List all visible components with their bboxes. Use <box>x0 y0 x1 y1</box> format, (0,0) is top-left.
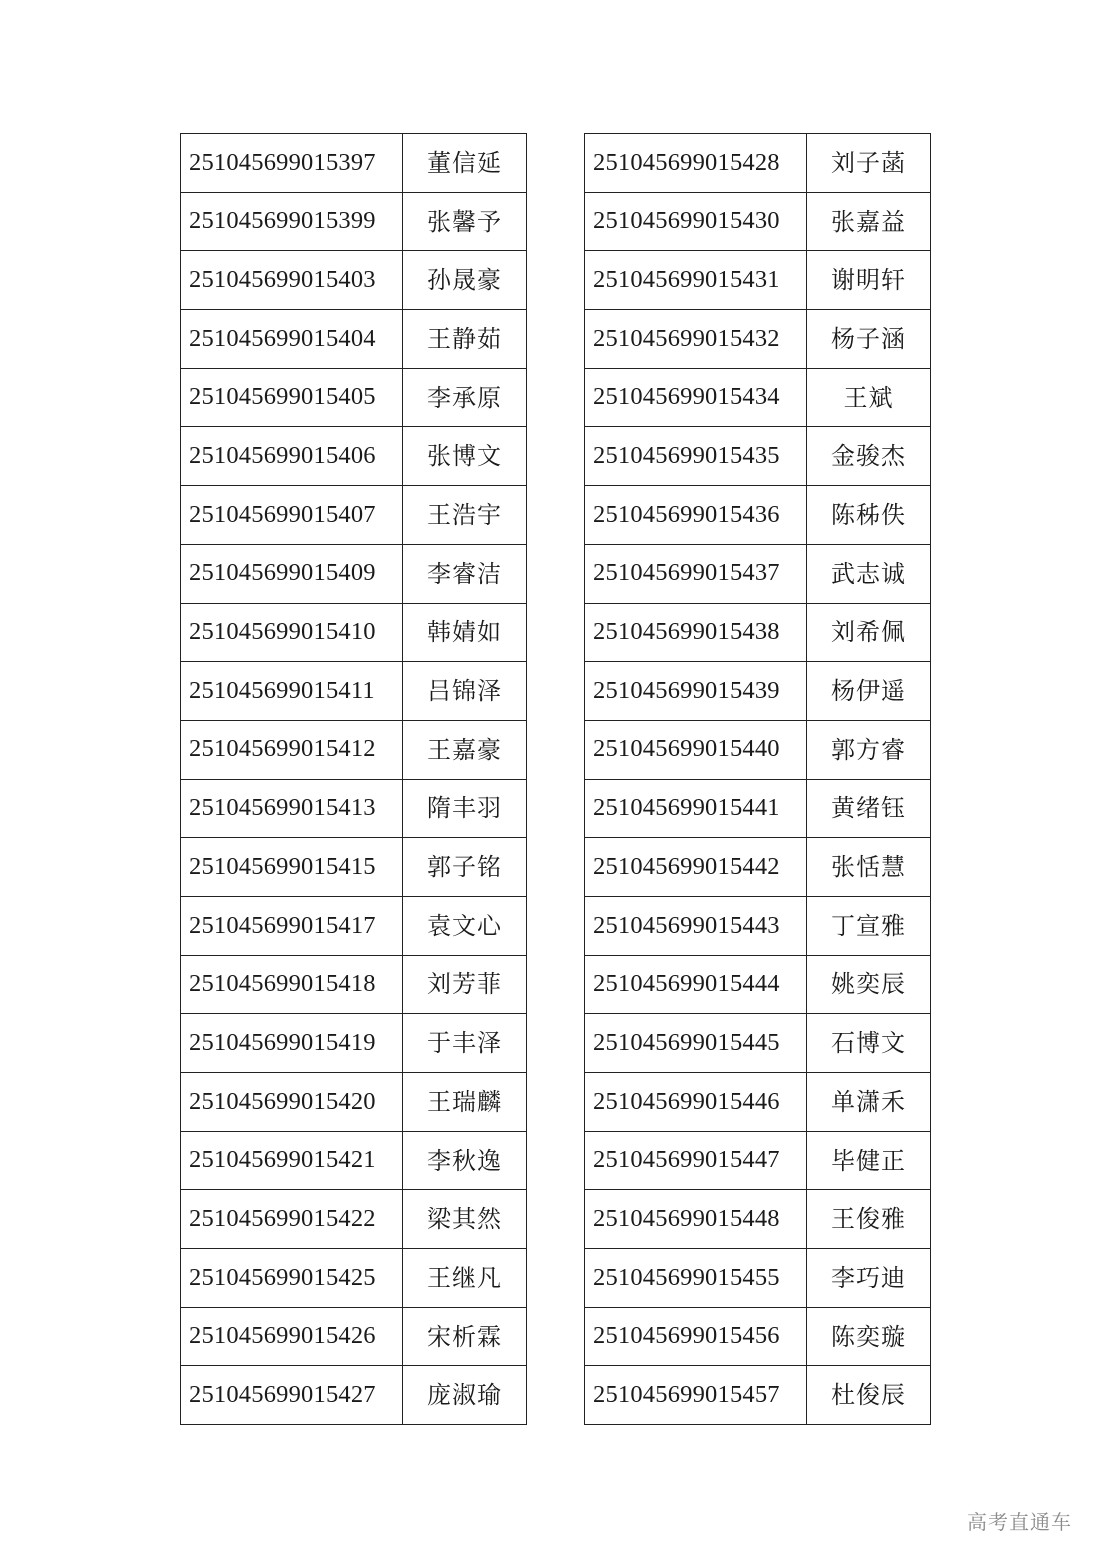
candidate-id-cell: 251045699015426 <box>181 1307 403 1366</box>
candidate-name-cell: 庞淑瑜 <box>403 1366 527 1425</box>
candidate-id-cell: 251045699015403 <box>181 251 403 310</box>
table-row <box>585 1366 931 1425</box>
candidate-name-cell: 李承原 <box>403 368 527 427</box>
candidate-name-cell: 董信延 <box>403 134 527 193</box>
candidate-id-cell: 251045699015455 <box>585 1249 807 1308</box>
candidate-name-cell: 杨子涵 <box>807 310 931 369</box>
candidate-id-cell: 251045699015411 <box>181 662 403 721</box>
table-row <box>585 955 931 1014</box>
candidate-name-cell: 张嘉益 <box>807 192 931 251</box>
candidate-id-cell: 251045699015436 <box>585 486 807 545</box>
candidate-id-cell: 251045699015413 <box>181 779 403 838</box>
candidate-name-cell: 隋丰羽 <box>403 779 527 838</box>
candidate-id-cell: 251045699015444 <box>585 955 807 1014</box>
table-row <box>585 1307 931 1366</box>
table-row <box>585 427 931 486</box>
table-row <box>585 544 931 603</box>
roster-table-right-body <box>585 134 931 1425</box>
table-row <box>181 310 527 369</box>
table-row <box>181 1131 527 1190</box>
candidate-name-cell: 王瑞麟 <box>403 1073 527 1132</box>
candidate-name-cell: 黄绪钰 <box>807 779 931 838</box>
candidate-id-cell: 251045699015407 <box>181 486 403 545</box>
candidate-name-cell: 郭方睿 <box>807 720 931 779</box>
table-row <box>181 1014 527 1073</box>
candidate-id-cell: 251045699015397 <box>181 134 403 193</box>
table-row <box>585 1131 931 1190</box>
table-row <box>181 427 527 486</box>
roster-table-left-body <box>181 134 527 1425</box>
candidate-id-cell: 251045699015418 <box>181 955 403 1014</box>
candidate-name-cell: 石博文 <box>807 1014 931 1073</box>
candidate-name-cell: 王浩宇 <box>403 486 527 545</box>
candidate-id-cell: 251045699015446 <box>585 1073 807 1132</box>
candidate-name-cell: 刘希佩 <box>807 603 931 662</box>
candidate-id-cell: 251045699015405 <box>181 368 403 427</box>
table-row <box>181 544 527 603</box>
candidate-id-cell: 251045699015457 <box>585 1366 807 1425</box>
candidate-name-cell: 袁文心 <box>403 896 527 955</box>
candidate-id-cell: 251045699015440 <box>585 720 807 779</box>
candidate-id-cell: 251045699015442 <box>585 838 807 897</box>
table-row <box>181 1190 527 1249</box>
candidate-id-cell: 251045699015448 <box>585 1190 807 1249</box>
candidate-name-cell: 刘子菡 <box>807 134 931 193</box>
candidate-name-cell: 王斌 <box>807 368 931 427</box>
candidate-id-cell: 251045699015441 <box>585 779 807 838</box>
table-row <box>181 662 527 721</box>
candidate-name-cell: 金骏杰 <box>807 427 931 486</box>
table-row <box>585 720 931 779</box>
candidate-name-cell: 杨伊遥 <box>807 662 931 721</box>
candidate-name-cell: 丁宣雅 <box>807 896 931 955</box>
candidate-id-cell: 251045699015404 <box>181 310 403 369</box>
candidate-id-cell: 251045699015456 <box>585 1307 807 1366</box>
table-row <box>585 896 931 955</box>
roster-table-right <box>584 133 931 1425</box>
candidate-id-cell: 251045699015427 <box>181 1366 403 1425</box>
table-row <box>585 192 931 251</box>
table-row <box>181 896 527 955</box>
candidate-name-cell: 张博文 <box>403 427 527 486</box>
watermark-text: 高考直通车 <box>967 1510 1072 1534</box>
candidate-id-cell: 251045699015430 <box>585 192 807 251</box>
candidate-id-cell: 251045699015419 <box>181 1014 403 1073</box>
candidate-name-cell: 李睿洁 <box>403 544 527 603</box>
candidate-name-cell: 宋析霖 <box>403 1307 527 1366</box>
candidate-id-cell: 251045699015428 <box>585 134 807 193</box>
table-row <box>585 1190 931 1249</box>
table-row <box>585 603 931 662</box>
table-row <box>585 251 931 310</box>
table-row <box>585 368 931 427</box>
table-row <box>585 1014 931 1073</box>
candidate-name-cell: 孙晟豪 <box>403 251 527 310</box>
candidate-id-cell: 251045699015417 <box>181 896 403 955</box>
candidate-name-cell: 姚奕辰 <box>807 955 931 1014</box>
candidate-id-cell: 251045699015443 <box>585 896 807 955</box>
candidate-id-cell: 251045699015410 <box>181 603 403 662</box>
candidate-name-cell: 王嘉豪 <box>403 720 527 779</box>
table-row <box>585 486 931 545</box>
table-row <box>181 1366 527 1425</box>
candidate-name-cell: 单潇禾 <box>807 1073 931 1132</box>
table-row <box>585 662 931 721</box>
table-row <box>585 1249 931 1308</box>
table-row <box>585 1073 931 1132</box>
candidate-id-cell: 251045699015438 <box>585 603 807 662</box>
candidate-id-cell: 251045699015421 <box>181 1131 403 1190</box>
candidate-name-cell: 陈秭佚 <box>807 486 931 545</box>
candidate-name-cell: 韩婧如 <box>403 603 527 662</box>
candidate-id-cell: 251045699015447 <box>585 1131 807 1190</box>
candidate-name-cell: 王继凡 <box>403 1249 527 1308</box>
candidate-id-cell: 251045699015399 <box>181 192 403 251</box>
table-row <box>181 955 527 1014</box>
candidate-name-cell: 李巧迪 <box>807 1249 931 1308</box>
table-row <box>181 1249 527 1308</box>
candidate-id-cell: 251045699015434 <box>585 368 807 427</box>
table-row <box>181 486 527 545</box>
candidate-name-cell: 郭子铭 <box>403 838 527 897</box>
candidate-id-cell: 251045699015435 <box>585 427 807 486</box>
candidate-name-cell: 张馨予 <box>403 192 527 251</box>
candidate-name-cell: 刘芳菲 <box>403 955 527 1014</box>
candidate-name-cell: 梁其然 <box>403 1190 527 1249</box>
table-row <box>181 192 527 251</box>
table-row <box>585 310 931 369</box>
table-row <box>181 838 527 897</box>
candidate-id-cell: 251045699015409 <box>181 544 403 603</box>
candidate-id-cell: 251045699015420 <box>181 1073 403 1132</box>
table-row <box>585 134 931 193</box>
candidate-name-cell: 毕健正 <box>807 1131 931 1190</box>
candidate-name-cell: 武志诚 <box>807 544 931 603</box>
candidate-name-cell: 杜俊辰 <box>807 1366 931 1425</box>
candidate-name-cell: 王俊雅 <box>807 1190 931 1249</box>
candidate-name-cell: 李秋逸 <box>403 1131 527 1190</box>
candidate-id-cell: 251045699015412 <box>181 720 403 779</box>
table-row <box>181 251 527 310</box>
table-row <box>585 838 931 897</box>
candidate-name-cell: 谢明轩 <box>807 251 931 310</box>
candidate-id-cell: 251045699015437 <box>585 544 807 603</box>
candidate-id-cell: 251045699015439 <box>585 662 807 721</box>
roster-table-left <box>180 133 527 1425</box>
candidate-name-cell: 张恬慧 <box>807 838 931 897</box>
table-row <box>181 779 527 838</box>
candidate-id-cell: 251045699015422 <box>181 1190 403 1249</box>
candidate-id-cell: 251045699015406 <box>181 427 403 486</box>
candidate-name-cell: 陈奕璇 <box>807 1307 931 1366</box>
table-row <box>181 1073 527 1132</box>
table-row <box>585 779 931 838</box>
candidate-id-cell: 251045699015445 <box>585 1014 807 1073</box>
table-row <box>181 603 527 662</box>
table-row <box>181 720 527 779</box>
candidate-name-cell: 王静茹 <box>403 310 527 369</box>
table-row <box>181 134 527 193</box>
candidate-id-cell: 251045699015431 <box>585 251 807 310</box>
candidate-id-cell: 251045699015425 <box>181 1249 403 1308</box>
candidate-id-cell: 251045699015432 <box>585 310 807 369</box>
candidate-id-cell: 251045699015415 <box>181 838 403 897</box>
candidate-name-cell: 于丰泽 <box>403 1014 527 1073</box>
table-row <box>181 368 527 427</box>
candidate-name-cell: 吕锦泽 <box>403 662 527 721</box>
table-row <box>181 1307 527 1366</box>
